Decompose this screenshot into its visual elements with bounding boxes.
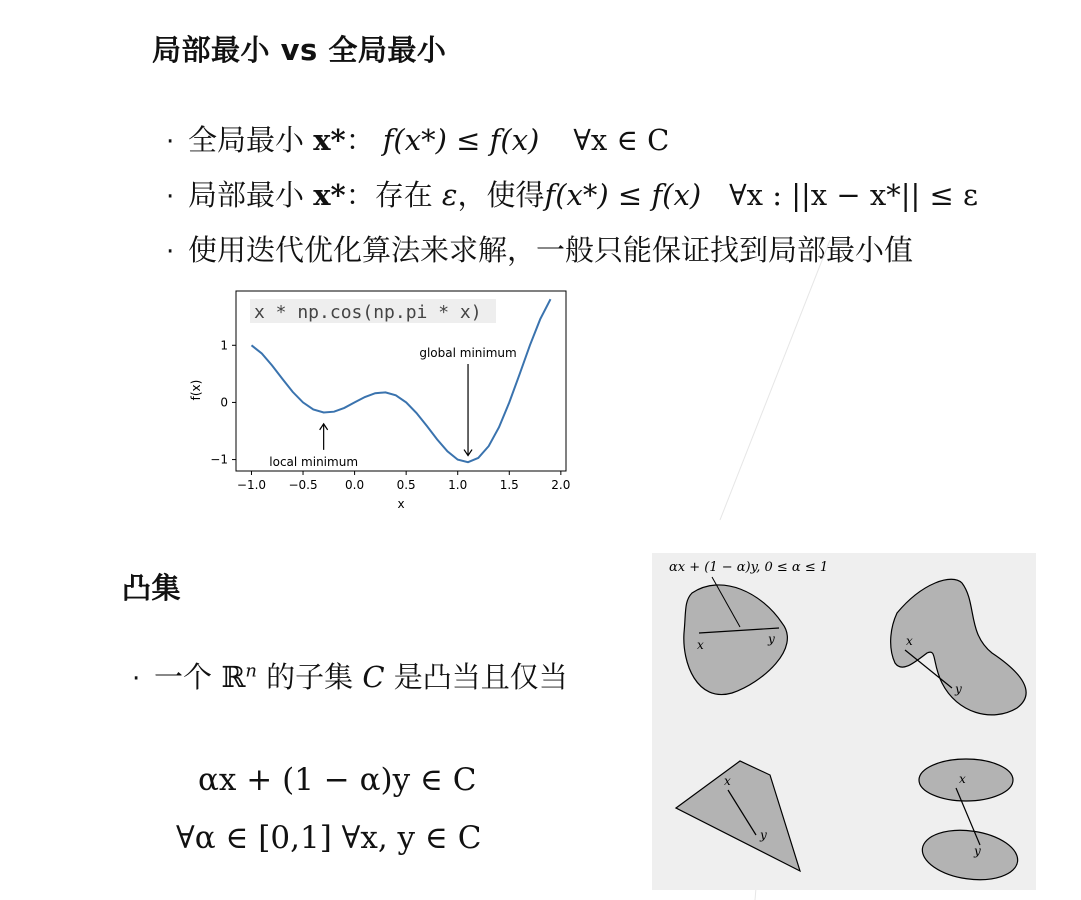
convex-sets-figure [652, 553, 1036, 890]
math-forall: ∀x ∈ C [573, 123, 670, 157]
math-x-star: x* [313, 178, 346, 212]
separator: ： [345, 178, 375, 212]
point-label-y: y [768, 632, 775, 646]
bullet-dot: · [166, 127, 175, 157]
x-tick-label: 2.0 [551, 478, 571, 492]
y-axis-label: f(x) [189, 379, 203, 401]
section-title-convex-set: 凸集 [122, 571, 182, 605]
math-inequality: f(x*) ≤ f(x) [544, 178, 702, 212]
math-real-set: ℝ [221, 660, 246, 694]
bullet-text: 一个 [154, 660, 222, 694]
point-label-x: x [724, 774, 731, 788]
x-tick-label: 0.0 [345, 478, 365, 492]
math-neighborhood: ∀x : ||x − x*|| ≤ ε [729, 178, 979, 212]
point-label-y: y [760, 828, 767, 842]
bullet-local-min [166, 173, 978, 214]
x-tick-label: 0.5 [396, 478, 416, 492]
y-tick-label: −1 [210, 452, 228, 467]
y-tick-label: 1 [220, 338, 228, 353]
point-label-x: x [959, 772, 966, 786]
point-label-y: y [955, 682, 962, 696]
bullet-convex-def [132, 655, 568, 696]
bullet-global-min [166, 118, 669, 159]
math-set-c: C [362, 660, 385, 694]
math-superscript-n: n [245, 660, 257, 682]
math-epsilon: ε [441, 178, 458, 212]
figure-caption: αx + (1 − α)y, 0 ≤ α ≤ 1 [669, 560, 829, 575]
x-tick-label: −0.5 [288, 478, 318, 492]
bullet-text: 使用迭代优化算法来求解，一般只能保证找到局部最小值 [188, 233, 914, 267]
separator: ： [345, 123, 375, 157]
bullet-dot: · [132, 664, 141, 694]
bullet-text-iff: 是凸当且仅当 [384, 660, 568, 694]
point-label-x: x [906, 634, 913, 648]
math-inequality: f(x*) ≤ f(x) [382, 123, 540, 157]
code-label: x * np.cos(np.pi * x) [254, 302, 482, 323]
math-x-star: x* [313, 123, 346, 157]
ellipse-upper-shape [919, 759, 1013, 801]
point-label-x: x [697, 638, 704, 652]
function-plot [180, 285, 600, 520]
bullet-text: 局部最小 [188, 178, 314, 212]
y-tick-label: 0 [220, 395, 228, 410]
bullet-text-subset: 的子集 [256, 660, 363, 694]
bullet-text-such-that: ，使得 [457, 178, 545, 212]
x-tick-label: −1.0 [236, 478, 267, 492]
bullet-text: 全局最小 [188, 123, 314, 157]
x-tick-label: 1.0 [448, 478, 468, 492]
annotation-global-minimum: global minimum [419, 346, 517, 360]
bullet-dot: · [166, 182, 175, 212]
bullet-dot: · [166, 237, 175, 267]
annotation-local-minimum: local minimum [269, 454, 359, 469]
section-title-minima: 局部最小 vs 全局最小 [152, 33, 447, 67]
formula-convex-combination: αx + (1 − α)y ∈ C [198, 762, 477, 798]
x-axis-label: x [397, 497, 405, 511]
x-tick-label: 1.5 [499, 478, 519, 492]
bullet-text-exists: 存在 [374, 178, 442, 212]
point-label-y: y [974, 844, 981, 858]
formula-forall: ∀α ∈ [0,1] ∀x, y ∈ C [176, 820, 482, 856]
